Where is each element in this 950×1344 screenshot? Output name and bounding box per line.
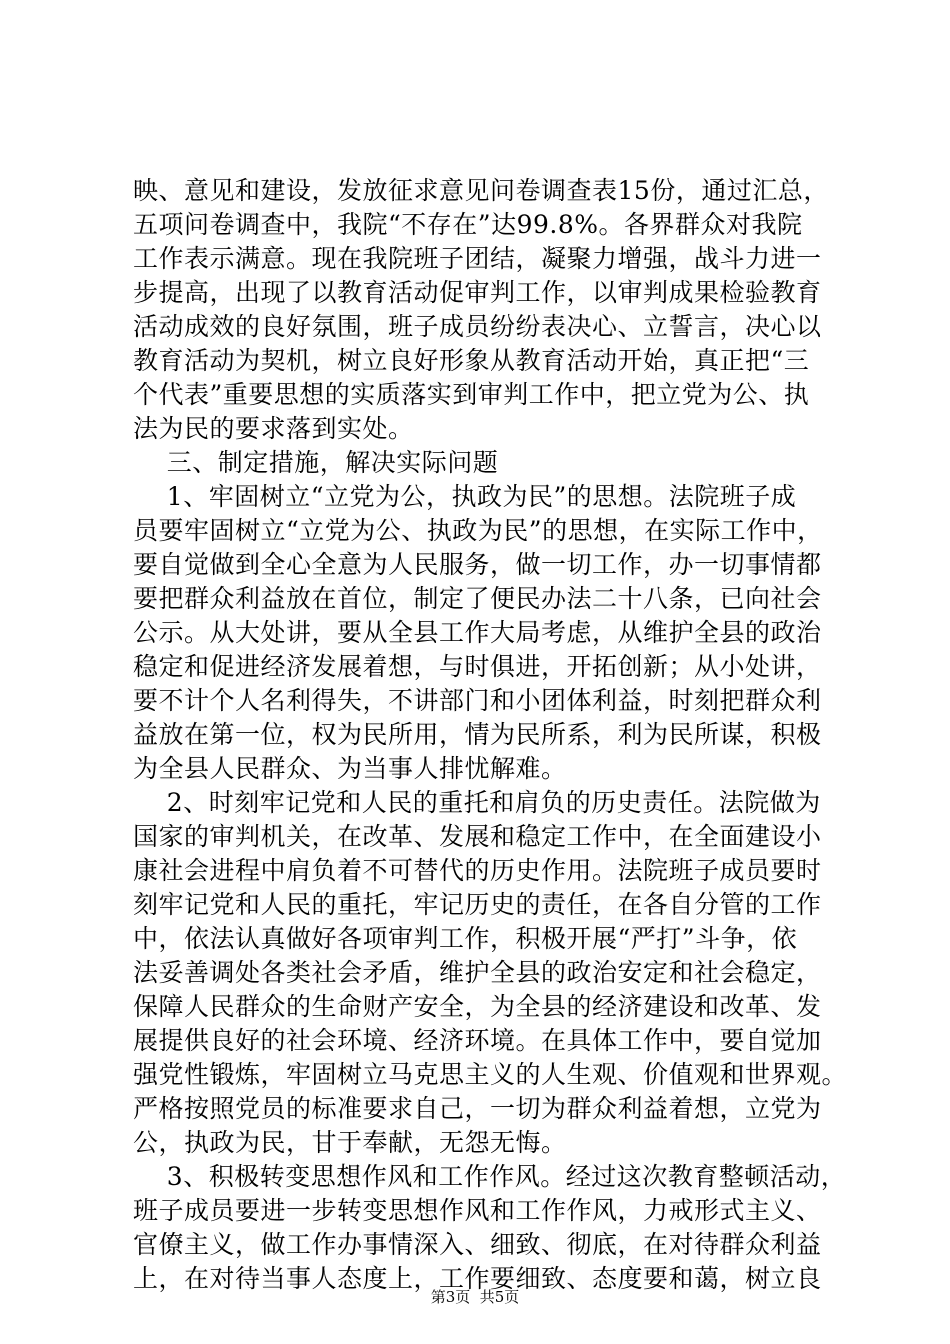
text-line: 刻牢记党和人民的重托，牢记历史的责任，在各自分管的工作 bbox=[133, 890, 822, 919]
text-line: 中，依法认真做好各项审判工作，积极开展“严打”斗争，依 bbox=[133, 924, 798, 953]
text-line: 法为民的要求落到实处。 bbox=[133, 414, 414, 443]
text-line: 康社会进程中肩负着不可替代的历史作用。法院班子成员要时 bbox=[133, 856, 822, 885]
text-line: 法妥善调处各类社会矛盾，维护全县的政治安定和社会稳定， bbox=[133, 958, 822, 987]
text-line: 为全县人民群众、为当事人排忧解难。 bbox=[133, 754, 567, 783]
text-line: 要自觉做到全心全意为人民服务，做一切工作，办一切事情都 bbox=[133, 550, 822, 579]
text-line: 员要牢固树立“立党为公、执政为民”的思想，在实际工作中， bbox=[133, 516, 823, 545]
text-line: 强党性锻炼，牢固树立马克思主义的人生观、价值观和世界观。 bbox=[133, 1060, 848, 1089]
paragraph-start: 3、积极转变思想作风和工作作风。经过这次教育整顿活动， bbox=[133, 1162, 847, 1191]
text-line: 公示。从大处讲，要从全县工作大局考虑，从维护全县的政治 bbox=[133, 618, 822, 647]
text-line: 工作表示满意。现在我院班子团结，凝聚力增强，战斗力进一 bbox=[133, 244, 822, 273]
page-number: 第3页 共5页 bbox=[430, 1288, 520, 1306]
text-line: 保障人民群众的生命财产安全，为全县的经济建设和改革、发 bbox=[133, 992, 822, 1021]
text-line: 个代表”重要思想的实质落实到审判工作中，把立党为公、执 bbox=[133, 380, 810, 409]
text-line: 稳定和促进经济发展着想，与时俱进，开拓创新；从小处讲， bbox=[133, 652, 822, 681]
text-line: 教育活动为契机，树立良好形象从教育活动开始，真正把“三 bbox=[133, 346, 810, 375]
text-line: 国家的审判机关，在改革、发展和稳定工作中，在全面建设小 bbox=[133, 822, 822, 851]
paragraph-start: 1、牢固树立“立党为公，执政为民”的思想。法院班子成 bbox=[133, 482, 797, 511]
page-footer bbox=[0, 1287, 950, 1307]
text-line: 展提供良好的社会环境、经济环境。在具体工作中，要自觉加 bbox=[133, 1026, 822, 1055]
text-line: 严格按照党员的标准要求自己，一切为群众利益着想，立党为 bbox=[133, 1094, 822, 1123]
paragraph-start: 2、时刻牢记党和人民的重托和肩负的历史责任。法院做为 bbox=[133, 788, 821, 817]
text-line: 映、意见和建设，发放征求意见问卷调查表15份，通过汇总， bbox=[133, 176, 829, 205]
text-line: 五项问卷调查中，我院“不存在”达99.8%。各界群众对我院 bbox=[133, 210, 803, 239]
text-line: 步提高，出现了以教育活动促审判工作，以审判成果检验教育 bbox=[133, 278, 822, 307]
text-line: 益放在第一位，权为民所用，情为民所系，利为民所谋，积极 bbox=[133, 720, 822, 749]
text-line: 班子成员要进一步转变思想作风和工作作风，力戒形式主义、 bbox=[133, 1196, 822, 1225]
text-line: 要把群众利益放在首位，制定了便民办法二十八条，已向社会 bbox=[133, 584, 822, 613]
text-line: 活动成效的良好氛围，班子成员纷纷表决心、立誓言，决心以 bbox=[133, 312, 822, 341]
text-line: 公，执政为民，甘于奉献，无怨无悔。 bbox=[133, 1128, 567, 1157]
section-heading: 三、制定措施，解决实际问题 bbox=[133, 448, 499, 477]
text-line: 上，在对待当事人态度上，工作要细致、态度要和蔼，树立良 bbox=[133, 1264, 822, 1293]
text-line: 要不计个人名利得失，不讲部门和小团体利益，时刻把群众利 bbox=[133, 686, 822, 715]
text-line: 官僚主义，做工作办事情深入、细致、彻底，在对待群众利益 bbox=[133, 1230, 822, 1259]
